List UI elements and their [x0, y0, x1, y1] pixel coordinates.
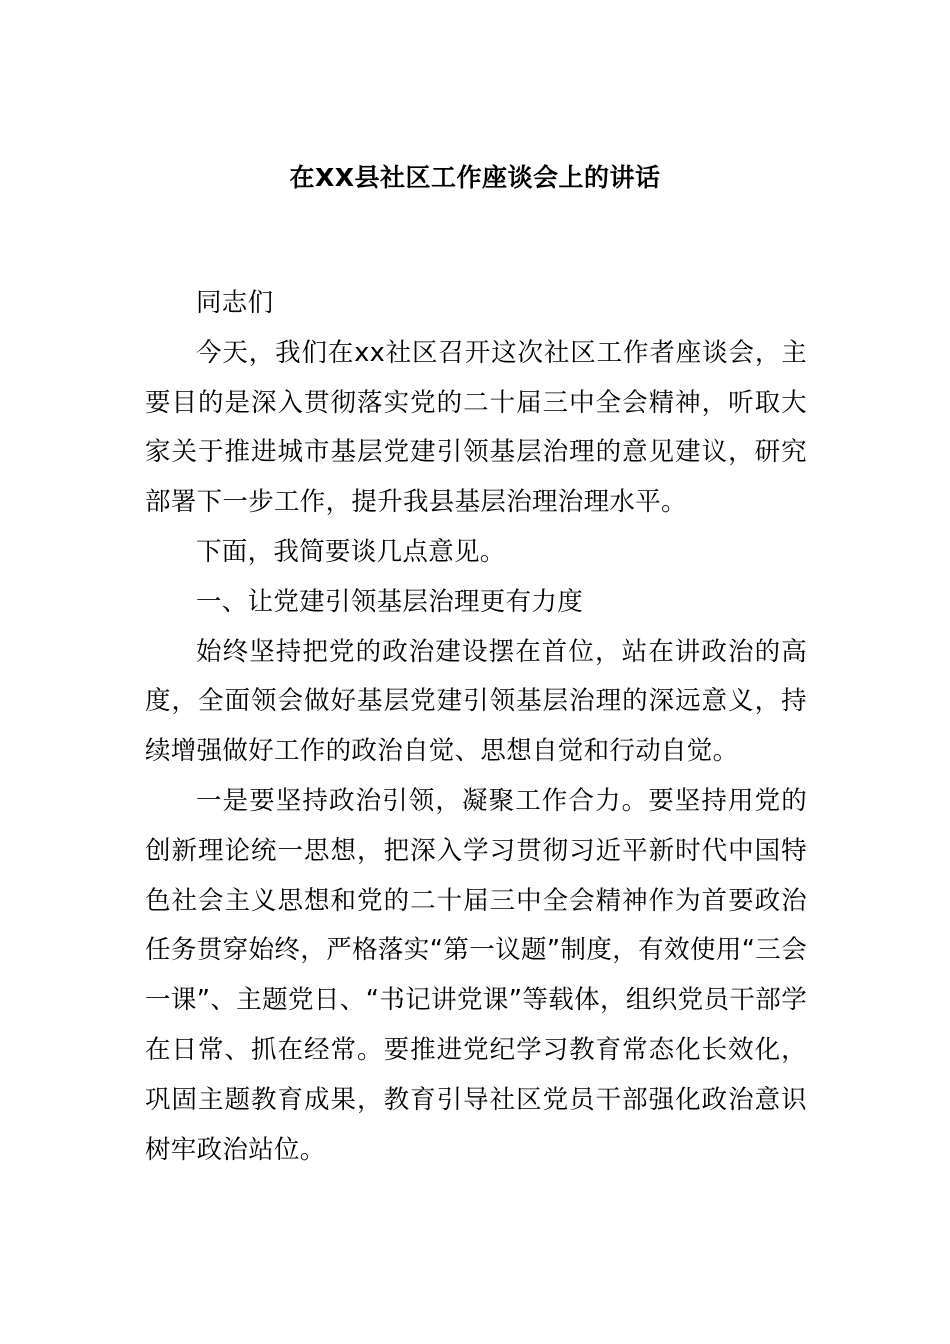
document-title: 在XX县社区工作座谈会上的讲话 — [289, 163, 661, 192]
section-1-point-1-paragraph: 一是要坚持政治引领，凝聚工作合力。要坚持用党的创新理论统一思想，把深入学习贯彻习近平新时代中国特色社会主义思想和党的二十届三中全会精神作为首要政治任务贯穿始终，严格落实“第一议题”制度，有效使用“三会一课”、主题党日、“书记讲党课”等载体，组织党员干部学在日常、抓在经常。要推进党纪学习教育常态化长效化，巩固主题教育成果，教育引导社区党员干部强化政治意识树牢政治站位。 — [145, 785, 807, 1165]
section-heading-1: 一、让党建引领基层治理更有力度 — [196, 586, 584, 617]
salutation: 同志们 — [196, 288, 274, 318]
section-1-intro-paragraph: 始终坚持把党的政治建设摆在首位，站在讲政治的高度，全面领会做好基层党建引领基层治理的深远意义，持续增强做好工作的政治自觉、思想自觉和行动自觉。 — [145, 636, 807, 767]
document-body — [145, 279, 807, 1175]
transition-paragraph: 下面，我简要谈几点意见。 — [196, 536, 506, 567]
opening-paragraph: 今天，我们在xx社区召开这次社区工作者座谈会，主要目的是深入贯彻落实党的二十届三中全会精神，听取大家关于推进城市基层党建引领基层治理的意见建议，研究部署下一步工作，提升我县基层治理治理水平。 — [145, 337, 807, 518]
